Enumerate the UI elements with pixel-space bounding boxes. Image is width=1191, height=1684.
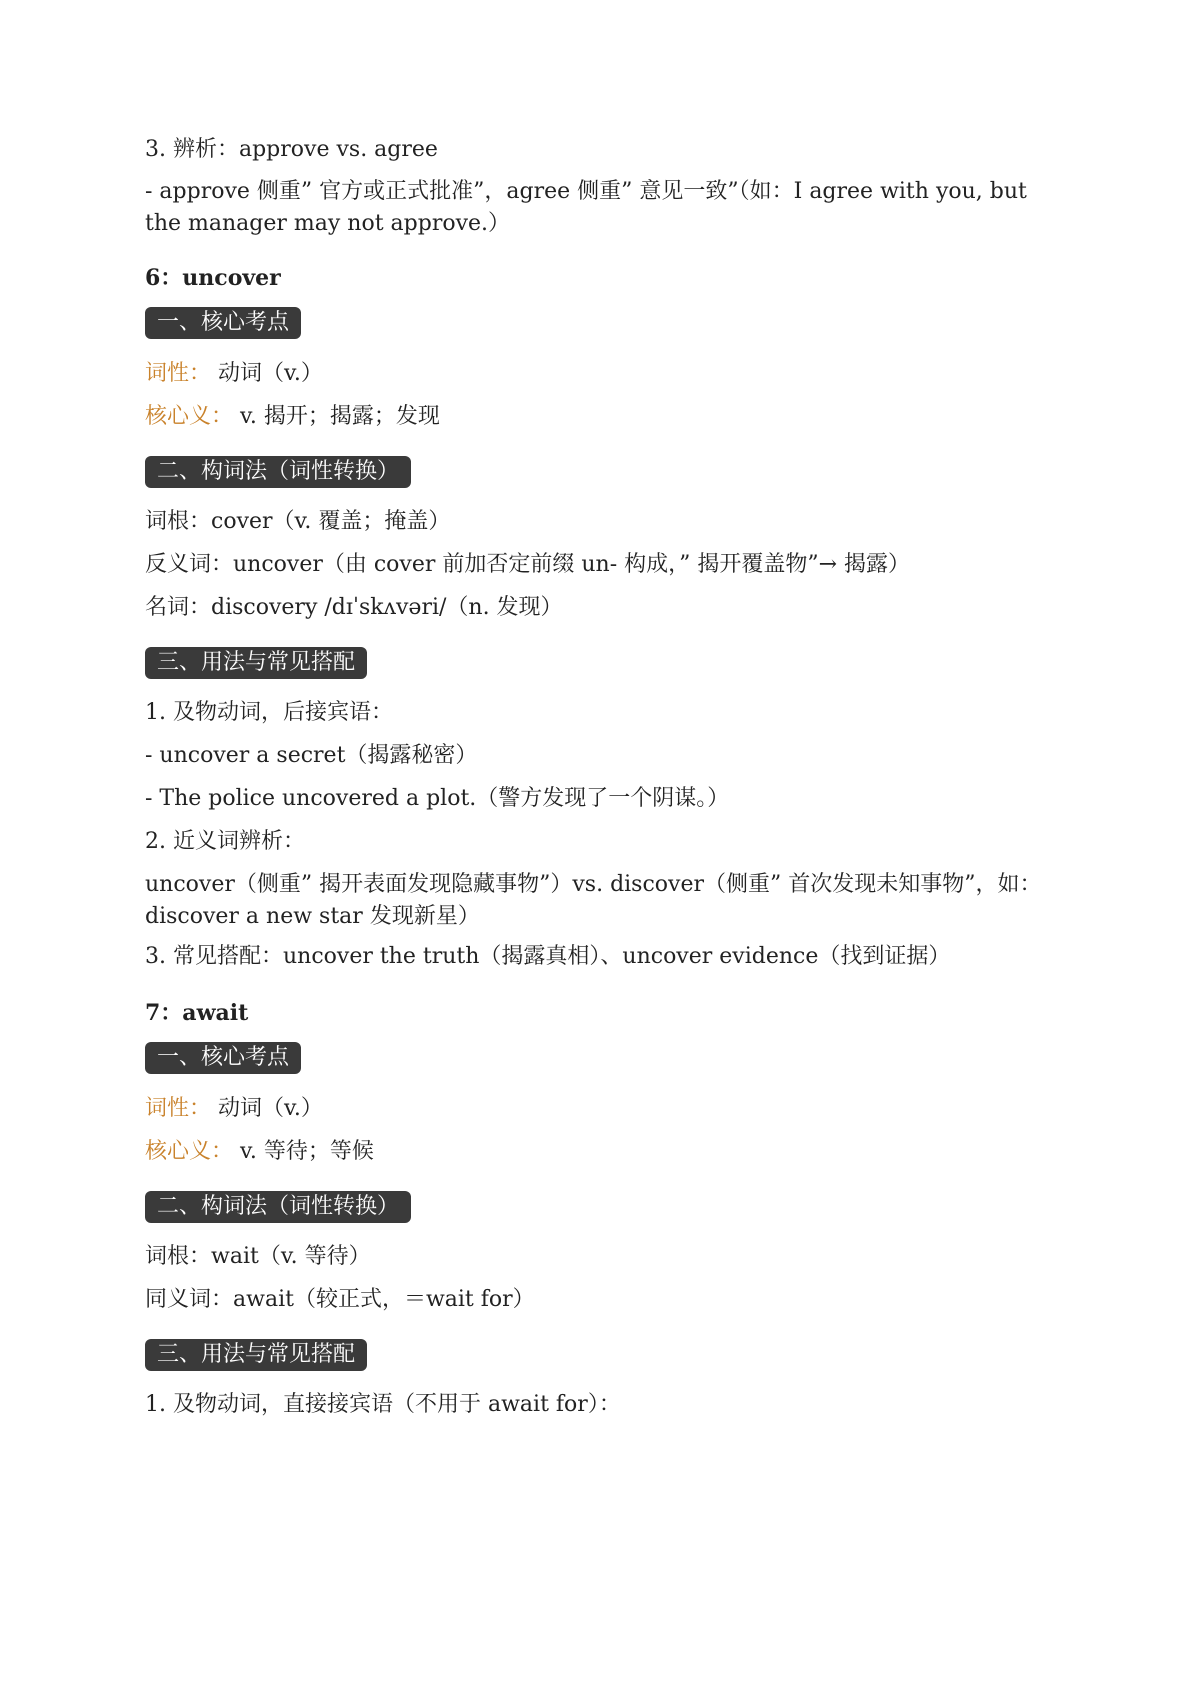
entry6-usage2: 2. 近义词辨析： <box>145 829 305 854</box>
entry7-root: 词根：wait（v. 等待） <box>145 1244 371 1269</box>
pos-label: 词性： <box>145 1096 212 1121</box>
entry6-tag-core: 一、核心考点 <box>145 307 301 339</box>
entry7-synonym: 同义词：await（较正式，＝wait for） <box>145 1287 535 1312</box>
entry7-heading: 7：await <box>145 1000 249 1026</box>
pos-label: 词性： <box>145 361 212 386</box>
meaning-value: v. 等待；等候 <box>240 1139 374 1164</box>
entry6-tag-usage: 三、用法与常见搭配 <box>145 647 367 679</box>
entry7-meaning <box>145 1136 1045 1168</box>
entry6-usage2a: uncover（侧重” 揭开表面发现隐藏事物”）vs. discover（侧重” 首次发现未知事物”，如：discover a new star 发现新星） <box>145 872 1042 929</box>
meaning-label: 核心义： <box>145 404 234 429</box>
entry6-root: 词根：cover（v. 覆盖；掩盖） <box>145 509 451 534</box>
analysis-text: - approve 侧重” 官方或正式批准”，agree 侧重” 意见一致”（如：I agree with you, but the manager may not approve.） <box>145 179 1027 236</box>
pos-value: 动词（v.） <box>218 1096 323 1121</box>
entry6-usage1: 1. 及物动词，后接宾语： <box>145 700 393 725</box>
entry7-tag-usage: 三、用法与常见搭配 <box>145 1339 367 1371</box>
pos-value: 动词（v.） <box>218 361 323 386</box>
analysis-title: 3. 辨析：approve vs. agree <box>145 137 438 162</box>
entry6-usage3: 3. 常见搭配：uncover the truth（揭露真相）、uncover evidence（找到证据） <box>145 944 951 969</box>
entry7-tag-wordformation: 二、构词法（词性转换） <box>145 1191 411 1223</box>
entry7-usage1: 1. 及物动词，直接接宾语（不用于 await for）： <box>145 1392 621 1417</box>
entry6-pos <box>145 358 1045 390</box>
entry6-heading: 6：uncover <box>145 265 281 291</box>
entry6-usage1b: - The police uncovered a plot.（警方发现了一个阴谋。） <box>145 786 730 811</box>
entry7-tag-core: 一、核心考点 <box>145 1042 301 1074</box>
entry6-tag-wordformation: 二、构词法（词性转换） <box>145 456 411 488</box>
entry6-noun: 名词：discovery /dɪˈskʌvəri/（n. 发现） <box>145 595 563 620</box>
entry6-meaning <box>145 401 1045 433</box>
meaning-label: 核心义： <box>145 1139 234 1164</box>
entry6-usage1a: - uncover a secret（揭露秘密） <box>145 743 478 768</box>
entry6-antonym: 反义词：uncover（由 cover 前加否定前缀 un- 构成，” 揭开覆盖物”→ 揭露） <box>145 552 911 577</box>
entry7-pos <box>145 1093 1045 1125</box>
meaning-value: v. 揭开；揭露；发现 <box>240 404 440 429</box>
